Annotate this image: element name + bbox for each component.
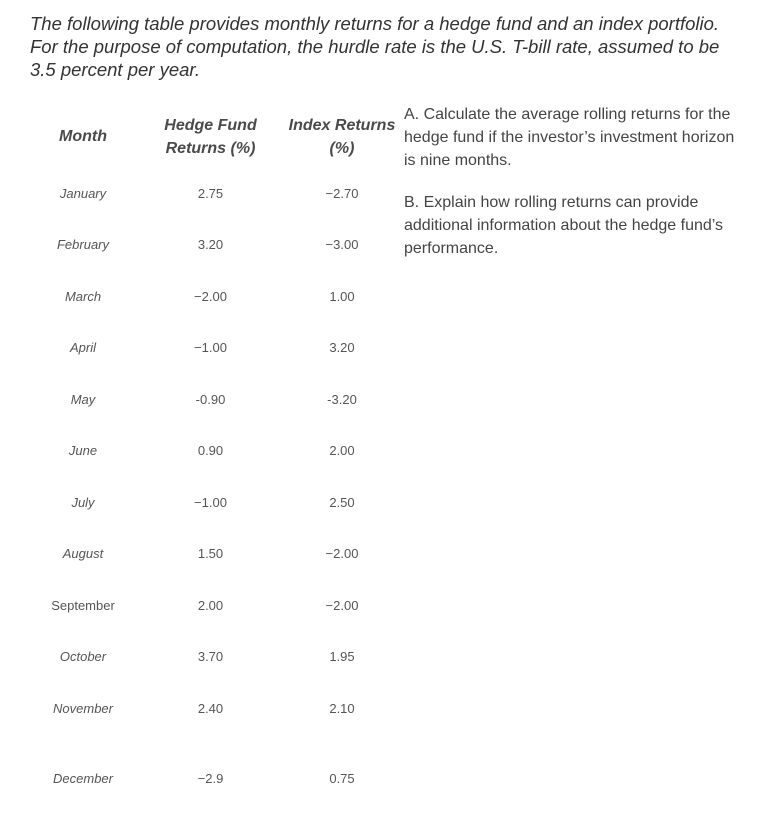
table-cell-index: −2.00 <box>325 546 359 561</box>
table-cell-month: June <box>68 443 98 458</box>
table-cell-hedge: −1.00 <box>194 340 227 355</box>
table-cell-index: 2.00 <box>329 443 355 458</box>
table-cell-month: September <box>51 598 115 613</box>
table-cell-hedge: 3.20 <box>197 237 224 252</box>
table-cell-month: July <box>71 495 95 510</box>
table-cell-month: March <box>64 289 102 304</box>
table-cell-hedge: −1.00 <box>194 495 227 510</box>
table-cell-index: −2.70 <box>325 186 359 201</box>
table-cell-index: 1.00 <box>329 289 355 304</box>
table-cell-month: December <box>53 771 113 786</box>
table-cell-month: November <box>53 701 113 716</box>
question-a: A. Calculate the average rolling returns for the hedge fund if the investor’s investment horizon is nine months. <box>404 106 735 169</box>
header-index <box>280 114 404 160</box>
table-cell-hedge: 2.40 <box>197 701 224 716</box>
table-cell-hedge: −2.9 <box>197 771 224 786</box>
table-cell-hedge: 1.50 <box>197 546 224 561</box>
table-cell-hedge: -0.90 <box>195 392 226 407</box>
header-hedge-fund <box>148 114 273 160</box>
table-cell-hedge: 3.70 <box>197 649 224 664</box>
question-b: B. Explain how rolling returns can provide additional information about the hedge fund’s performance. <box>404 194 724 257</box>
table-cell-month: January <box>59 186 107 201</box>
table-cell-index: 0.75 <box>329 771 355 786</box>
header-hedge-line2: Returns (%) <box>165 140 256 157</box>
header-month-label: Month <box>59 128 107 145</box>
table-cell-month: February <box>56 237 110 252</box>
table-cell-month: October <box>59 649 107 664</box>
table-cell-month: May <box>70 392 96 407</box>
header-month <box>28 125 138 148</box>
table-cell-month: August <box>62 546 104 561</box>
header-hedge-line1: Hedge Fund <box>164 117 257 134</box>
table-cell-index: −3.00 <box>325 237 359 252</box>
table-cell-index: 2.50 <box>329 495 355 510</box>
table-cell-index: −2.00 <box>325 598 359 613</box>
table-cell-index: -3.20 <box>327 392 357 407</box>
table-cell-hedge: 0.90 <box>197 443 224 458</box>
table-cell-hedge: 2.75 <box>197 186 224 201</box>
table-cell-index: 3.20 <box>329 340 355 355</box>
header-index-line2: (%) <box>329 140 355 157</box>
table-cell-month: April <box>69 340 96 355</box>
problem-intro: The following table provides monthly returns for a hedge fund and an index portfolio. For the purpose of computation, the hurdle rate is the U.S. T-bill rate, assumed to be 3.5 percent per year. <box>30 13 720 80</box>
table-cell-index: 1.95 <box>329 649 355 664</box>
header-index-line1: Index Returns <box>288 117 396 134</box>
question-panel <box>400 103 745 279</box>
table-cell-hedge: −2.00 <box>194 289 227 304</box>
table-cell-hedge: 2.00 <box>197 598 224 613</box>
table-cell-index: 2.10 <box>329 701 355 716</box>
